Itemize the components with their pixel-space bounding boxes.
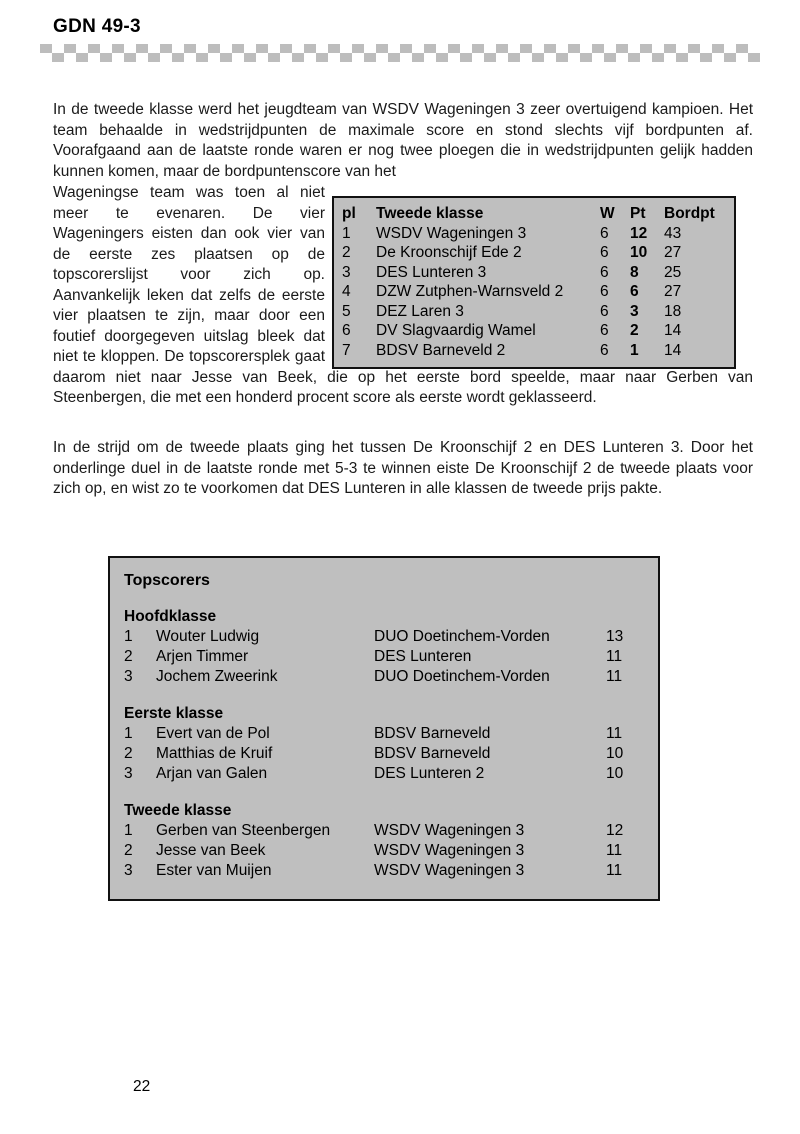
standings-cell-w: 6 xyxy=(600,283,609,300)
standings-cell-bordpt: 27 xyxy=(664,283,682,300)
standings-cell-team: DES Lunteren 3 xyxy=(376,263,487,281)
standings-cell-pt: 2 xyxy=(630,322,639,339)
topscorer-rank: 2 xyxy=(124,648,133,665)
topscorer-club: DES Lunteren 2 xyxy=(374,765,485,782)
table-row xyxy=(342,321,726,341)
standings-cell-w: 6 xyxy=(600,341,609,359)
standings-body xyxy=(342,224,726,361)
standings-cell-bordpt: 25 xyxy=(664,263,682,281)
standings-cell-team: DV Slagvaardig Wamel xyxy=(376,322,536,339)
topscorer-rank: 1 xyxy=(124,628,133,645)
topscorer-name: Jesse van Beek xyxy=(156,842,266,859)
standings-cell-pl: 7 xyxy=(342,341,351,359)
standings-cell-bordpt: 18 xyxy=(664,302,682,320)
topscorer-club: WSDV Wageningen 3 xyxy=(374,822,525,839)
list-item xyxy=(124,861,646,881)
standings-cell-team: De Kroonschijf Ede 2 xyxy=(376,244,522,261)
table-row xyxy=(342,263,726,283)
standings-col-bordpt: Bordpt xyxy=(664,205,715,222)
topscorers-table xyxy=(124,627,646,687)
standings-cell-w: 6 xyxy=(600,302,609,320)
table-row xyxy=(342,302,726,322)
standings-cell-pl: 3 xyxy=(342,263,351,281)
topscorer-rank: 3 xyxy=(124,668,133,685)
standings-col-klasse: Tweede klasse xyxy=(376,205,484,222)
topscorer-name: Gerben van Steenbergen xyxy=(156,822,331,839)
topscorer-score: 11 xyxy=(606,842,623,859)
topscorer-score: 10 xyxy=(606,745,624,762)
standings-cell-team: BDSV Barneveld 2 xyxy=(376,341,506,359)
topscorer-club: DUO Doetinchem-Vorden xyxy=(374,668,550,685)
page-title: GDN 49-3 xyxy=(53,16,141,37)
standings-col-pt: Pt xyxy=(630,205,646,222)
topscorer-score: 10 xyxy=(606,765,624,782)
page-number: 22 xyxy=(133,1078,151,1095)
standings-table xyxy=(332,196,736,369)
standings-cell-team: WSDV Wageningen 3 xyxy=(376,224,527,242)
topscorer-score: 13 xyxy=(606,628,624,645)
topscorer-club: DUO Doetinchem-Vorden xyxy=(374,628,550,645)
standings-cell-pl: 6 xyxy=(342,322,351,339)
topscorer-name: Matthias de Kruif xyxy=(156,745,273,762)
topscorer-score: 11 xyxy=(606,668,623,685)
topscorer-score: 11 xyxy=(606,648,623,665)
standings-cell-pt: 12 xyxy=(630,224,648,242)
list-item xyxy=(124,744,646,764)
topscorers-section-tweede-klasse xyxy=(110,802,658,881)
standings-table-grid xyxy=(342,204,726,360)
topscorer-score: 12 xyxy=(606,822,624,839)
topscorer-club: BDSV Barneveld xyxy=(374,745,491,762)
topscorers-box xyxy=(108,556,660,901)
checker-row-bottom xyxy=(40,53,760,62)
topscorer-club: WSDV Wageningen 3 xyxy=(374,862,525,879)
standings-cell-w: 6 xyxy=(600,224,609,242)
topscorer-name: Ester van Muijen xyxy=(156,862,272,879)
standings-cell-w: 6 xyxy=(600,244,609,261)
topscorer-rank: 1 xyxy=(124,725,133,742)
paragraph-second-place: In de strijd om de tweede plaats ging het tussen De Kroonschijf 2 en DES Lunteren 3. Door het onderlinge duel in de laatste ronde met 5-3 te winnen eiste De Kroonschijf 2 de tweede plaats voor zich op, en wist zo te voorkomen dat DES Lunteren in alle klassen de tweede prijs pakte. xyxy=(53,439,753,497)
topscorers-section-hoofdklasse xyxy=(110,608,658,687)
topscorer-name: Evert van de Pol xyxy=(156,725,270,742)
table-row xyxy=(342,224,726,244)
standings-cell-team: DZW Zutphen-Warnsveld 2 xyxy=(376,283,564,300)
standings-cell-pl: 5 xyxy=(342,302,351,320)
topscorer-rank: 2 xyxy=(124,842,133,859)
standings-cell-pt: 3 xyxy=(630,302,639,320)
standings-cell-w: 6 xyxy=(600,322,609,339)
standings-cell-pl: 2 xyxy=(342,244,351,261)
standings-cell-pl: 4 xyxy=(342,283,351,300)
table-row xyxy=(342,341,726,361)
table-row xyxy=(342,282,726,302)
list-item xyxy=(124,764,646,784)
list-item xyxy=(124,627,646,647)
standings-cell-bordpt: 43 xyxy=(664,224,682,242)
list-item xyxy=(124,667,646,687)
topscorer-score: 11 xyxy=(606,862,623,879)
topscorer-rank: 3 xyxy=(124,765,133,782)
topscorers-table xyxy=(124,821,646,881)
list-item xyxy=(124,647,646,667)
topscorer-name: Arjan van Galen xyxy=(156,765,268,782)
topscorer-rank: 1 xyxy=(124,822,133,839)
standings-cell-pt: 10 xyxy=(630,244,648,261)
standings-col-w: W xyxy=(600,205,615,222)
topscorers-section-title: Hoofdklasse xyxy=(124,608,217,625)
standings-col-pl: pl xyxy=(342,205,356,222)
standings-cell-bordpt: 14 xyxy=(664,322,682,339)
topscorer-club: DES Lunteren xyxy=(374,648,472,665)
topscorer-club: BDSV Barneveld xyxy=(374,725,491,742)
list-item xyxy=(124,841,646,861)
topscorer-name: Arjen Timmer xyxy=(156,648,249,665)
topscorers-section-title: Tweede klasse xyxy=(124,802,232,819)
table-row xyxy=(342,243,726,263)
checkered-divider xyxy=(40,44,760,62)
topscorers-table xyxy=(124,724,646,784)
topscorers-section-eerste-klasse xyxy=(110,705,658,784)
topscorer-club: WSDV Wageningen 3 xyxy=(374,842,525,859)
topscorers-section-title: Eerste klasse xyxy=(124,705,224,722)
topscorer-score: 11 xyxy=(606,725,623,742)
paragraph-wrap-text: Wageningse team was toen al niet meer te evenaren. De vier Wageningers eisten dan ook vier van de eerste zes plaatsen op de topscorerslijst voor zich op. Aanvankelijk leken dat zelfs de eerste vier plaatsen te zijn, maar door een foutief doorgegeven uitslag bleek dat niet te kloppen. De topscorersplek gaat daarom niet naar Jesse van Beek, die op het eerste bord speelde, maar naar Gerben van Steenbergen, die met een honderd procent score als eerste wordt geklasseerd. xyxy=(53,184,753,406)
standings-cell-pt: 8 xyxy=(630,263,639,281)
list-item xyxy=(124,821,646,841)
topscorer-rank: 3 xyxy=(124,862,133,879)
standings-cell-pl: 1 xyxy=(342,224,351,242)
paragraph-intro: In de tweede klasse werd het jeugdteam van WSDV Wageningen 3 zeer overtuigend kampioen. Het team behaalde in wedstrijdpunten de maximale score en stond slechts vijf bordpunten af. Voorafgaand aan de laatste ronde waren er nog twee ploegen die in wedstrijdpunten gelijk hadden kunnen komen, maar de bordpuntenscore van het xyxy=(53,101,753,180)
standings-header-row xyxy=(342,204,726,224)
standings-cell-pt: 1 xyxy=(630,341,639,359)
checker-row-top xyxy=(40,44,760,53)
topscorer-rank: 2 xyxy=(124,745,133,762)
topscorers-title: Topscorers xyxy=(124,572,210,589)
standings-cell-bordpt: 27 xyxy=(664,244,682,261)
standings-cell-bordpt: 14 xyxy=(664,341,682,359)
standings-cell-w: 6 xyxy=(600,263,609,281)
topscorer-name: Jochem Zweerink xyxy=(156,668,278,685)
list-item xyxy=(124,724,646,744)
standings-cell-team: DEZ Laren 3 xyxy=(376,302,464,320)
standings-cell-pt: 6 xyxy=(630,283,639,300)
topscorer-name: Wouter Ludwig xyxy=(156,628,260,645)
